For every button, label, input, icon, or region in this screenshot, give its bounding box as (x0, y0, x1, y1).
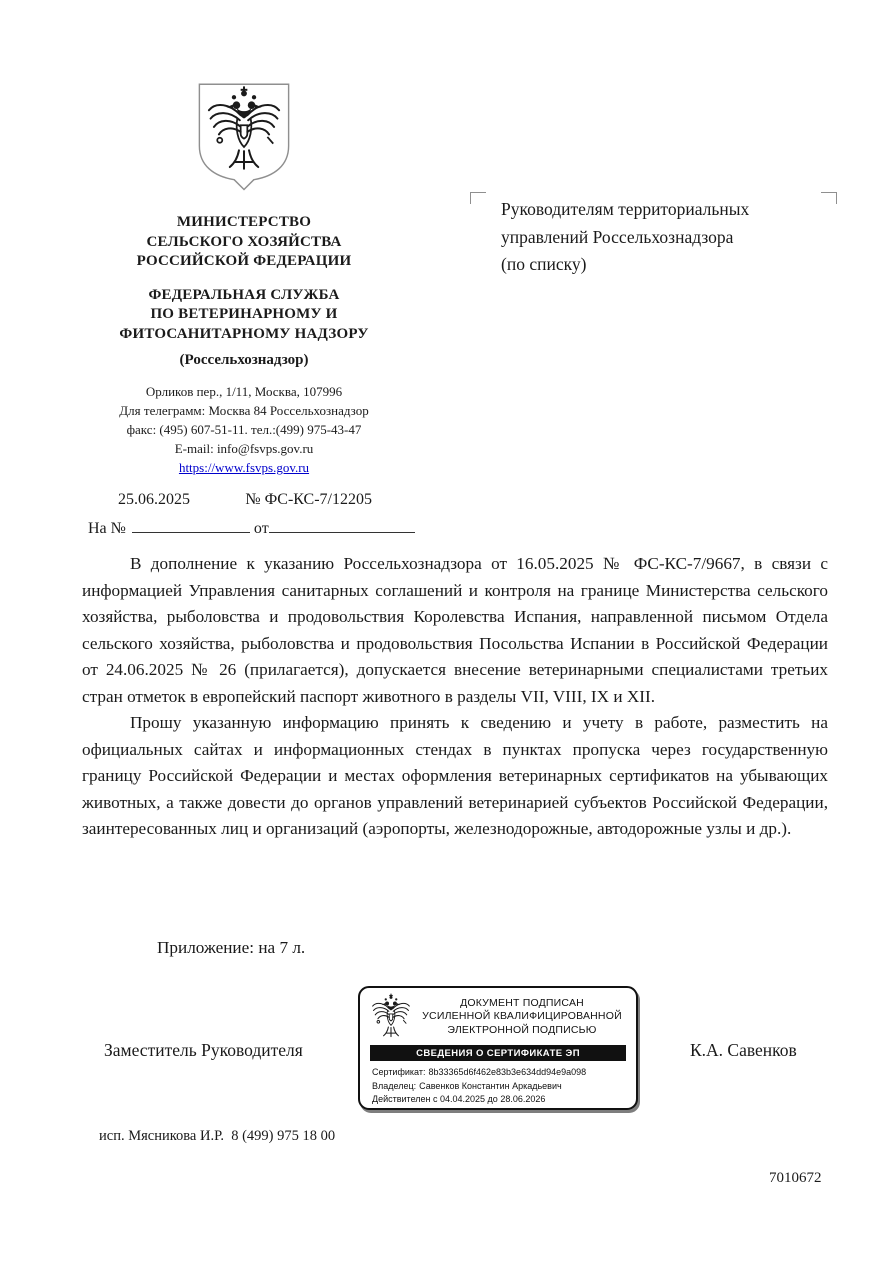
executor-note: исп. Мясникова И.Р. 8 (499) 975 18 00 (99, 1128, 336, 1144)
email-line: E-mail: info@fsvps.gov.ru (174, 441, 314, 456)
attachment-note: Приложение: на 7 л. (157, 938, 306, 957)
ref-prefix: На № (88, 520, 126, 537)
service-line: ФЕДЕРАЛЬНАЯ СЛУЖБА (148, 286, 340, 303)
addressee-line: управлений Россельхознадзора (501, 226, 734, 247)
address-line: Орликов пер., 1/11, Москва, 107996 (145, 384, 343, 399)
doc-date: 25.06.2025 (118, 491, 190, 508)
address-line: факс: (495) 607-51-11. тел.:(499) 975-43-47 (126, 422, 362, 437)
body-paragraph: В дополнение к указанию Россельхознадзора от 16.05.2025 № ФС-КС-7/9667, в связи с информацией Управления санитарных соглашений и контроля на границе Министерства сельского хозяйства, рыболовства и продовольствия Королевства Испания, направленной письмом Отдела сельского хозяйства, рыболовства и продовольствия Посольства Испании в Российской Федерации от 24.06.2025 № 26 (прилагается), допускается внесение ветеринарными специалистами третьих стран отметок в европейский паспорт животного в разделы VII, VIII, IX и XII. (82, 554, 828, 706)
coat-of-arms-shield (190, 78, 298, 194)
ref-number-line (88, 518, 400, 538)
doc-number: № ФС-КС-7/12205 (245, 491, 372, 508)
page-code: 7010672 (769, 1170, 822, 1186)
website-link[interactable]: https://www.fsvps.gov.ru (178, 460, 310, 475)
addressee-line: (по списку) (501, 254, 587, 274)
letterhead (88, 78, 400, 538)
owner-line: Владелец: Савенков Константин Аркадьевич (372, 1080, 562, 1091)
addressee-block (501, 196, 831, 279)
ref-number-blank (132, 518, 250, 533)
stamp-certificate-bar: СВЕДЕНИЯ О СЕРТИФИКАТЕ ЭП (370, 1045, 626, 1061)
ministry-line: РОССИЙСКОЙ ФЕДЕРАЦИИ (136, 253, 352, 269)
signer-position: Заместитель Руководителя (104, 1040, 303, 1060)
ref-date-blank (269, 518, 415, 533)
service-line: ФИТОСАНИТАРНОМУ НАДЗОРУ (119, 325, 369, 342)
stamp-title: ДОКУМЕНТ ПОДПИСАН УСИЛЕННОЙ КВАЛИФИЦИРОВАННОЙ ЭЛЕКТРОННОЙ ПОДПИСЬЮ (422, 996, 622, 1036)
stamp-details (366, 1066, 630, 1107)
body-paragraph: Прошу указанную информацию принять к сведению и учету в работе, разместить на официальных сайтах и информационных стендах в пунктах пропуска через государственную границу Российской Федерации и местах оформления ветеринарных сертификатов на убывающих животных, а также довести до органов управлений ветеринарией субъектов Российской Федерации, заинтересованных лиц и организаций (аэропорты, железнодорожные, автодорожные узлы и др.). (82, 713, 828, 838)
service-name (88, 286, 400, 345)
signer-name: К.А. Савенков (690, 1040, 797, 1060)
validity-line: Действителен с 04.04.2025 до 28.06.2026 (372, 1094, 546, 1104)
ministry-line: МИНИСТЕРСТВО (176, 214, 312, 230)
stamp-eagle-icon (368, 993, 414, 1041)
cert-line: Сертификат: 8b33365d6f462e83b3e634dd94e9a098 (372, 1067, 587, 1077)
ref-infix: от (253, 520, 269, 537)
address-line: Для телеграмм: Москва 84 Россельхознадзор (119, 403, 369, 418)
org-short-name: (Россельхознадзор) (179, 352, 309, 368)
letter-body (82, 551, 828, 843)
addressee-line: Руководителям территориальных (501, 199, 750, 219)
esign-stamp (358, 986, 638, 1110)
service-line: ПО ВЕТЕРИНАРНОМУ И (150, 306, 338, 322)
double-headed-eagle-icon (209, 86, 279, 168)
date-number-row (88, 491, 400, 509)
corner-bracket-left (470, 192, 486, 204)
ministry-name (88, 213, 400, 272)
ministry-line: СЕЛЬСКОГО ХОЗЯЙСТВА (146, 233, 342, 250)
org-address-block (88, 382, 400, 477)
